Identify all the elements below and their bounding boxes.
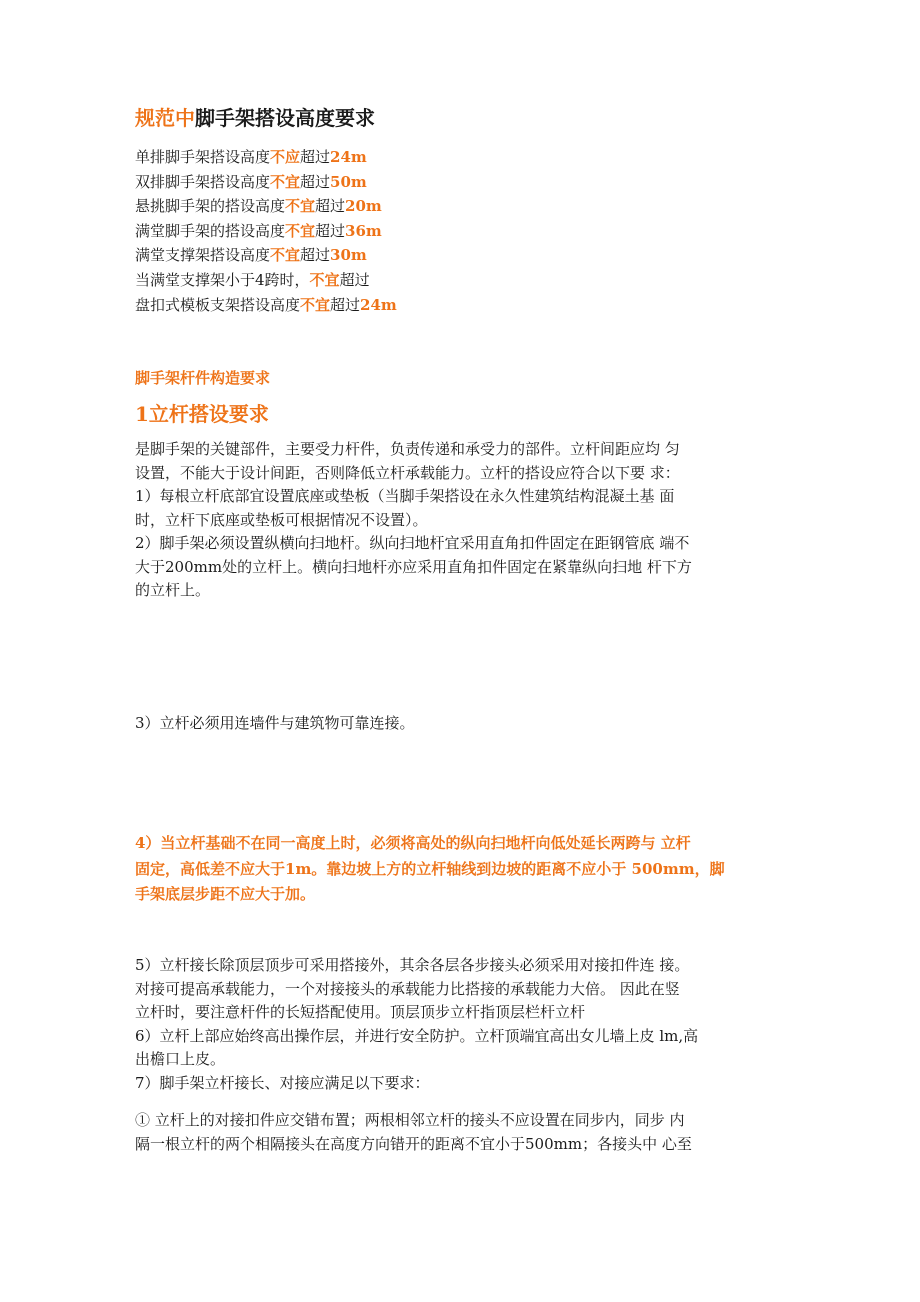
height-limit-item — [135, 194, 397, 219]
item-keyword: 不宜 — [300, 295, 331, 314]
paragraph-line: 时，立杆下底座或垫板可根据情况不设置）。 — [135, 510, 428, 529]
paragraph-line: 固定，高低差不应大于1m。靠边坡上方的立杆轴线到边坡的距离不应小于 500mm，脚 — [135, 859, 725, 878]
paragraph-line: 5）立杆接长除顶层顶步可采用搭接外，其余各层各步接头必须采用对接扣件连 接。 — [135, 956, 690, 974]
item-text: 超过 — [300, 148, 331, 166]
item-keyword: 不宜 — [285, 197, 316, 216]
item-text: 单排脚手架搭设高度 — [135, 148, 271, 166]
paragraph-line: 立杆时，要注意杆件的长短搭配使用。顶层顶步立杆指顶层栏杆立杆 — [135, 1003, 586, 1021]
paragraph-line: 2）脚手架必须设置纵横向扫地杆。纵向扫地杆宜采用直角扣件固定在距钢管底 端不 — [135, 534, 690, 552]
item-keyword: 不宜 — [270, 172, 301, 191]
section-title-height-requirements — [135, 104, 375, 132]
paragraph-line: 1）每根立杆底部宜设置底座或垫板（当脚手架搭设在永久性建筑结构混凝土基 面 — [135, 487, 675, 505]
paragraph-line: 4）当立杆基础不在同一高度上时，必须将高处的纵向扫地杆向低处延长两跨与 立杆 — [135, 834, 691, 852]
item-text: 盘扣式模板支架搭设高度 — [135, 295, 301, 314]
item-value: 24m — [330, 148, 367, 166]
title-text: 脚手架搭设高度要求 — [195, 106, 375, 130]
item-value: 36m — [345, 221, 382, 240]
title-highlight: 规范中 — [135, 106, 195, 130]
item-text: 悬挑脚手架的搭设高度 — [135, 197, 286, 216]
item-text: 双排脚手架搭设高度 — [135, 172, 271, 191]
item-value: 24m — [360, 295, 397, 314]
paragraph-line: ① 立杆上的对接扣件应交错布置；两根相邻立杆的接头不应设置在同步内，同步 内 — [135, 1111, 685, 1129]
paragraph-line: 的立杆上。 — [135, 581, 211, 599]
item-text: 当满堂支撑架小于4跨时， — [135, 270, 310, 289]
item-text: 超过 — [339, 270, 370, 289]
height-limit-item — [135, 145, 397, 170]
item-text: 超过 — [315, 197, 346, 216]
item-keyword: 不宜 — [270, 246, 301, 265]
paragraph-line: 隔一根立杆的两个相隔接头在高度方向错开的距离不宜小于500mm；各接头中 心至 — [135, 1134, 692, 1153]
paragraph-line: 设置，不能大于设计间距，否则降低立杆承载能力。立杆的搭设应符合以下要 求： — [135, 463, 680, 482]
item-text: 超过 — [315, 221, 346, 240]
item-value: 20m — [345, 197, 382, 216]
paragraph-line: 是脚手架的关键部件，主要受力杆件，负责传递和承受力的部件。立杆间距应均 匀 — [135, 440, 680, 458]
height-limit-item — [135, 170, 397, 195]
item-text: 满堂支撑架搭设高度 — [135, 246, 271, 265]
paragraph-line: 6）立杆上部应始终高出操作层，并进行安全防护。立杆顶端宜高出女儿墙上皮 lm,高 — [135, 1026, 699, 1045]
requirement-item-7-1 — [135, 1109, 787, 1156]
requirement-item-3: 3）立杆必须用连墙件与建筑物可靠连接。 — [135, 714, 415, 732]
intro-paragraph — [135, 438, 787, 603]
item-value: 30m — [330, 246, 367, 265]
item-keyword: 不宜 — [285, 221, 316, 240]
paragraph-line: 7）脚手架立杆接长、对接应满足以下要求： — [135, 1073, 430, 1092]
item-text: 超过 — [300, 246, 331, 265]
heading-upright-requirements: 1立杆搭设要求 — [135, 402, 269, 426]
section-subtitle-member-construction: 脚手架杆件构造要求 — [135, 369, 271, 387]
item-text: 满堂脚手架的搭设高度 — [135, 221, 286, 240]
paragraph-line: 对接可提高承载能力，一个对接接头的承载能力比搭接的承载能力大倍。 因此在竖 — [135, 979, 680, 998]
item-keyword: 不宜 — [309, 270, 340, 289]
height-limit-item — [135, 243, 397, 268]
paragraph-line: 出檐口上皮。 — [135, 1050, 226, 1068]
item-keyword: 不应 — [270, 148, 301, 166]
requirement-item-4 — [135, 831, 787, 908]
height-limit-item — [135, 219, 397, 244]
height-limit-list — [135, 145, 397, 317]
item-text: 超过 — [330, 295, 361, 314]
item-value: 50m — [330, 172, 367, 191]
item-text: 超过 — [300, 172, 331, 191]
height-limit-item — [135, 293, 397, 318]
paragraph-line: 手架底层步距不应大于加。 — [135, 885, 316, 903]
paragraph-line: 大于200mm处的立杆上。横向扫地杆亦应采用直角扣件固定在紧靠纵向扫地 杆下方 — [135, 557, 692, 576]
requirement-items-5-7 — [135, 954, 787, 1095]
height-limit-item — [135, 268, 397, 293]
